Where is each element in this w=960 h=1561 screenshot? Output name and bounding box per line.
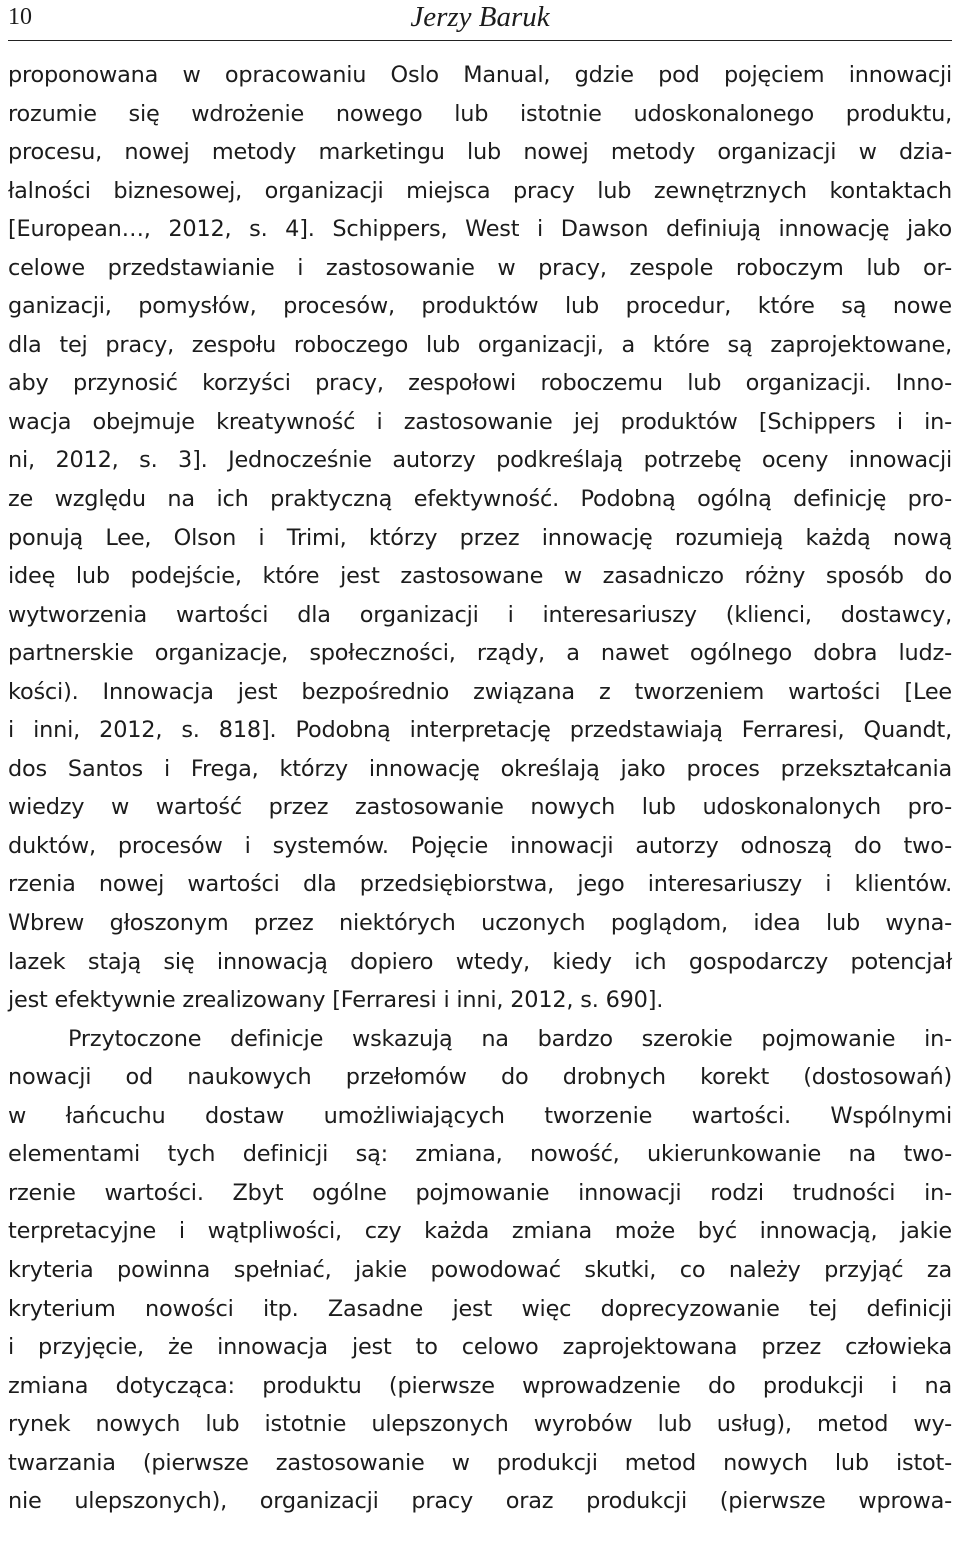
text-line: rozumie się wdrożenie nowego lub istotnie udoskonalonego produktu,: [8, 100, 952, 127]
text-line: kości). Innowacja jest bezpośrednio związana z tworzeniem wartości [Lee: [8, 678, 952, 705]
text-line: w łańcuchu dostaw umożliwiających tworzenie wartości. Wspólnymi: [8, 1102, 952, 1129]
text-line: wiedzy w wartość przez zastosowanie nowych lub udoskonalonych pro-: [8, 794, 952, 821]
text-line: Przytoczone definicje wskazują na bardzo szerokie pojmowanie in-: [68, 1025, 952, 1052]
text-line: aby przynosić korzyści pracy, zespołowi roboczemu lub organizacji. Inno-: [8, 370, 952, 397]
paragraph: [8, 1020, 952, 1521]
body-text: [8, 56, 952, 1521]
text-line: terpretacyjne i wątpliwości, czy każda zmiana może być innowacją, jakie: [8, 1218, 952, 1245]
text-line: dla tej pracy, zespołu roboczego lub organizacji, a które są zaprojektowane,: [8, 331, 952, 358]
text-line: ponują Lee, Olson i Trimi, którzy przez innowację rozumieją każdą nową: [8, 524, 952, 551]
text-line: celowe przedstawianie i zastosowanie w pracy, zespole roboczym lub or-: [8, 254, 952, 281]
text-line: duktów, procesów i systemów. Pojęcie innowacji autorzy odnoszą do two-: [8, 832, 952, 859]
text-line: [European…, 2012, s. 4]. Schippers, West i Dawson definiują innowację jako: [8, 216, 952, 243]
text-line: rzenia nowej wartości dla przedsiębiorstwa, jego interesariuszy i klientów.: [8, 871, 952, 898]
text-line: rzenie wartości. Zbyt ogólne pojmowanie innowacji rodzi trudności in-: [8, 1179, 952, 1206]
text-line: jest efektywnie zrealizowany [Ferraresi i inni, 2012, s. 690].: [8, 987, 664, 1014]
text-line: lazek stają się innowacją dopiero wtedy, kiedy ich gospodarczy potencjał: [8, 948, 952, 975]
text-line: twarzania (pierwsze zastosowanie w produkcji metod nowych lub istot-: [8, 1449, 952, 1476]
text-line: proponowana w opracowaniu Oslo Manual, gdzie pod pojęciem innowacji: [8, 62, 952, 88]
text-line: wacja obejmuje kreatywność i zastosowanie jej produktów [Schippers i in-: [8, 408, 952, 435]
running-title: Jerzy Baruk: [410, 1, 550, 33]
paragraph: [8, 56, 952, 1020]
text-line: ideę lub podejście, które jest zastosowane w zasadniczo różny sposób do: [8, 563, 952, 590]
text-line: łalności biznesowej, organizacji miejsca pracy lub zewnętrznych kontaktach: [8, 177, 952, 204]
text-line: kryterium nowości itp. Zasadne jest więc doprecyzowanie tej definicji: [8, 1295, 952, 1322]
page-number: 10: [8, 4, 32, 30]
text-line: elementami tych definicji są: zmiana, nowość, ukierunkowanie na two-: [8, 1141, 952, 1168]
text-line: dos Santos i Frega, którzy innowację określają jako proces przekształcania: [8, 755, 952, 782]
text-line: procesu, nowej metody marketingu lub nowej metody organizacji w dzia-: [8, 139, 952, 166]
text-line: ganizacji, pomysłów, procesów, produktów lub procedur, które są nowe: [8, 293, 952, 320]
text-line: Wbrew głoszonym przez niektórych uczonych poglądom, idea lub wyna-: [8, 910, 952, 937]
running-header: [8, 0, 952, 41]
text-line: zmiana dotycząca: produktu (pierwsze wprowadzenie do produkcji i na: [8, 1372, 952, 1399]
text-line: rynek nowych lub istotnie ulepszonych wyrobów lub usług), metod wy-: [8, 1411, 952, 1438]
text-line: i przyjęcie, że innowacja jest to celowo zaprojektowana przez człowieka: [8, 1334, 952, 1361]
text-line: i inni, 2012, s. 818]. Podobną interpretację przedstawiają Ferraresi, Quandt,: [8, 717, 952, 744]
text-line: ni, 2012, s. 3]. Jednocześnie autorzy podkreślają potrzebę oceny innowacji: [8, 447, 952, 474]
text-line: kryteria powinna spełniać, jakie powodować skutki, co należy przyjąć za: [8, 1256, 952, 1283]
text-line: wytworzenia wartości dla organizacji i interesariuszy (klienci, dostawcy,: [8, 601, 952, 628]
text-line: ze względu na ich praktyczną efektywność. Podobną ogólną definicję pro-: [8, 486, 952, 513]
text-line: nie ulepszonych), organizacji pracy oraz produkcji (pierwsze wprowa-: [8, 1488, 952, 1515]
text-line: partnerskie organizacje, społeczności, rządy, a nawet ogólnego dobra ludz-: [8, 640, 952, 667]
text-line: nowacji od naukowych przełomów do drobnych korekt (dostosowań): [8, 1064, 952, 1091]
